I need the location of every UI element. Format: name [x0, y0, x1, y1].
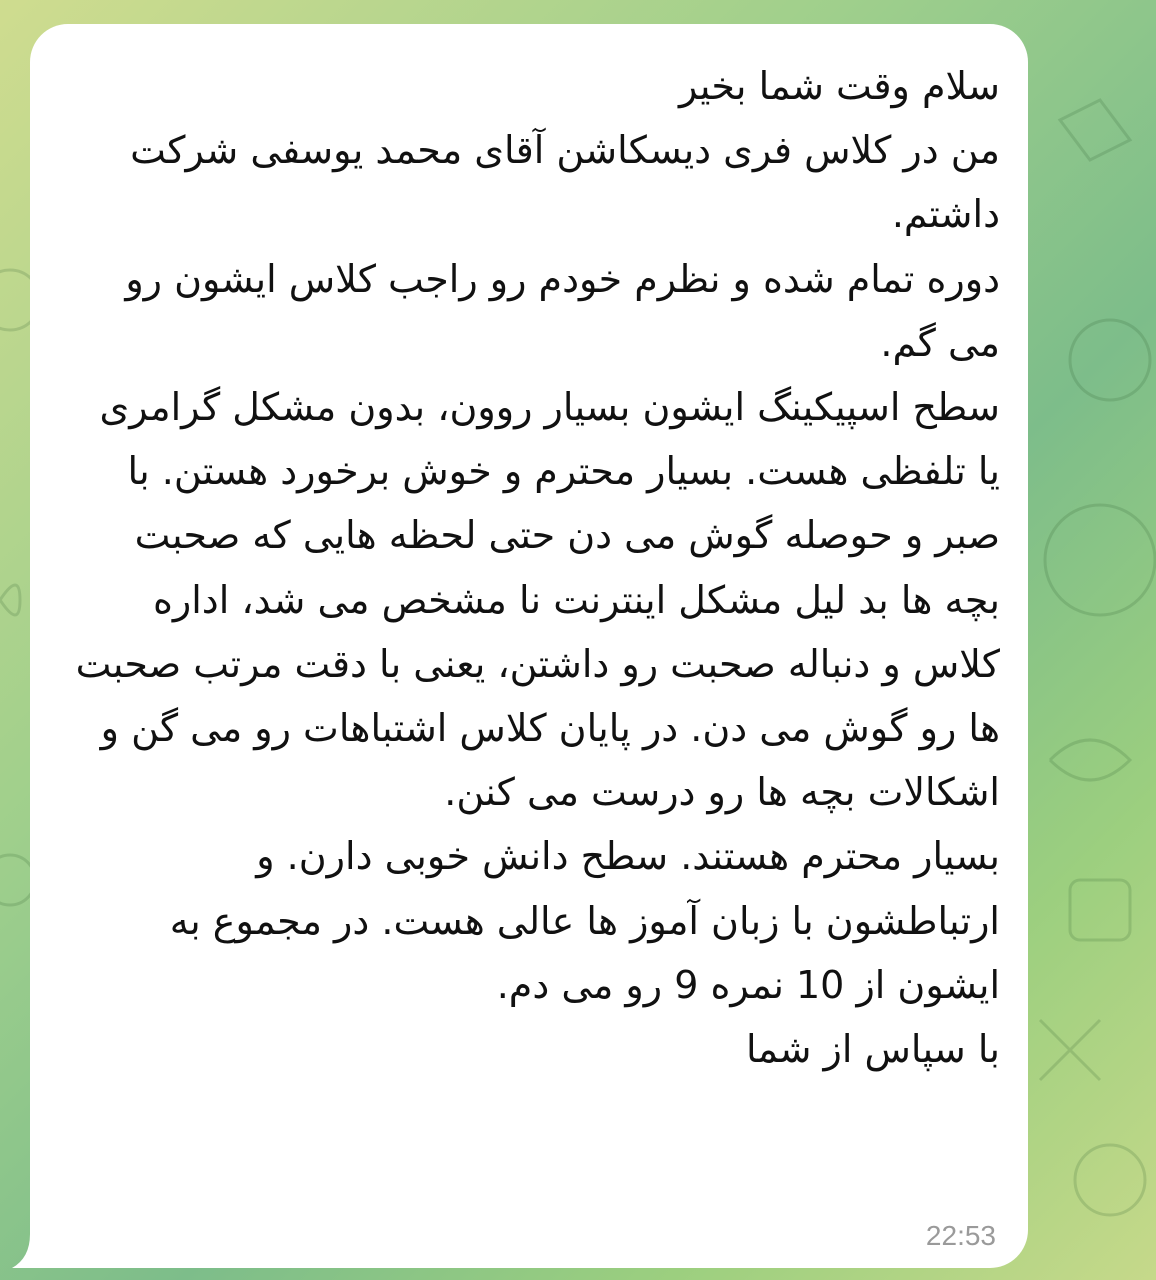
message-time: 22:53 [925, 1220, 996, 1251]
message-text: سلام وقت شما بخیر من در کلاس فری دیسکاشن آقای محمد یوسفی شرکت داشتم. دوره تمام شده و نظرم خودم رو راجب کلاس ایشون رو می گم. سطح اسپیکینگ ایشون بسیار روون، بدون مشکل گرامری یا تلفظی هست. بسیار محترم و خوش برخورد هستن. با صبر و حوصله گوش می دن حتی لحظه هایی که صحبت بچه ها بد لیل مشکل اینترنت نا مشخص می شد، اداره کلاس و دنباله صحبت رو داشتن، یعنی با دقت مرتب صحبت ها رو گوش می دن. در پایان کلاس اشتباهات رو می گن و اشکالات بچه ها رو درست می کنن. بسیار محترم هستند. سطح دانش خوبی دارن. و ارتباطشون با زبان آموز ها عالی هست. در مجموع به ایشون از 10 نمره 9 رو می دم. با سپاس از شما [75, 64, 1000, 1072]
message-bubble[interactable] [30, 24, 1028, 1268]
bubble-tail-icon [12, 1234, 46, 1268]
